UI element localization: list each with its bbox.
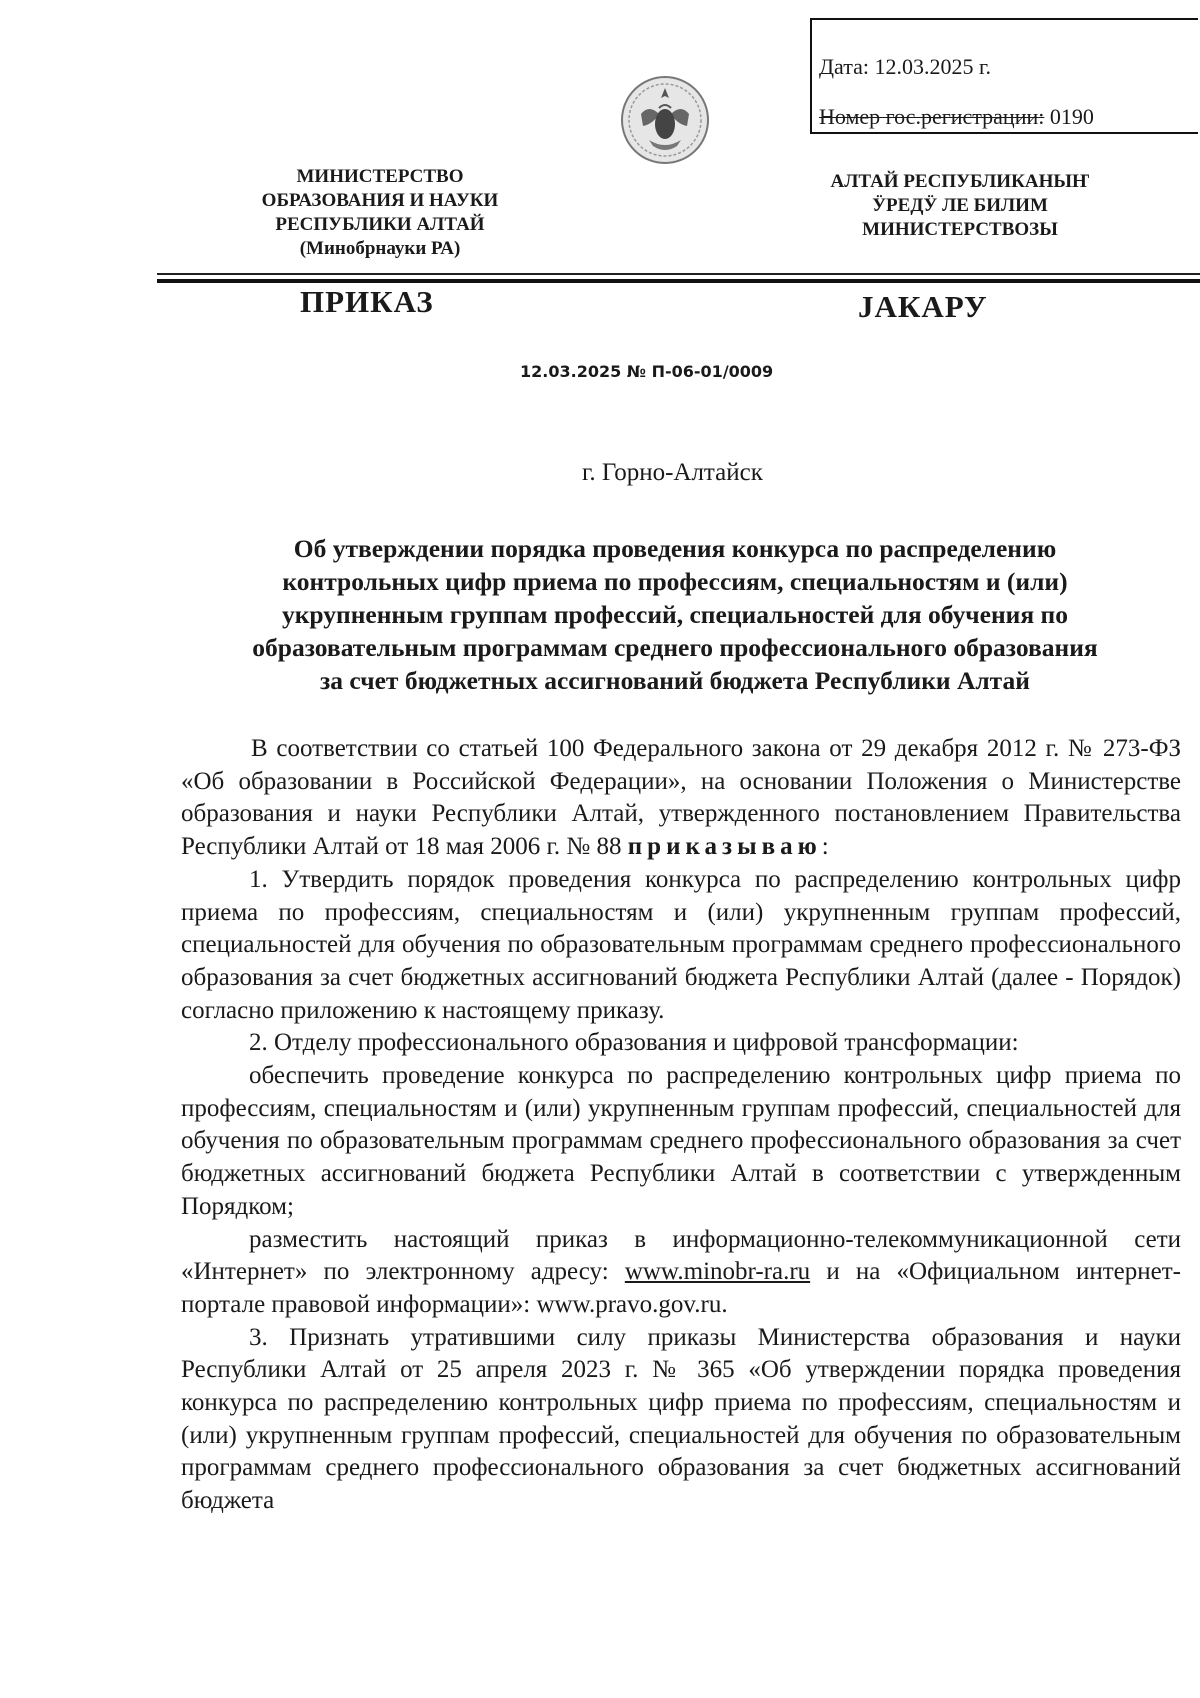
ministry-name-line: РЕСПУБЛИКИ АЛТАЙ [275, 214, 485, 235]
ministry-website-link[interactable]: www.minobr-ra.ru [624, 1258, 811, 1286]
header-divider-thin [157, 273, 1200, 275]
item-3-paragraph: 3. Признать утратившими силу приказы Министерства образования и науки Республики Алтай от 25 апреля 2023 г. № 365 «Об утверждении порядка проведения конкурса по распределению контрольных цифр приема по профессиям, специальностям и (или) укрупненным группам профессий, специальностей для обучения по образовательным программам среднего профессионального образования за счет бюджетных ассигнований бюджета [181, 1323, 1181, 1515]
ministry-name-line: МИНИСТЕРСТВО [296, 166, 464, 187]
coat-of-arms-icon [619, 74, 711, 166]
header-divider-thick [157, 279, 1200, 283]
document-title [150, 532, 1200, 697]
ministry-name-line: МИНИСТЕРСТВОЗЫ [862, 219, 1058, 240]
registration-box [810, 18, 1198, 134]
title-line: укрупненным группам профессий, специальностей для обучения по [281, 600, 1068, 629]
ministry-name-altai [800, 170, 1120, 242]
ministry-name-line: ӰРЕДӰ ЛЕ БИЛИМ [872, 195, 1048, 216]
title-line: контрольных цифр приема по профессиям, специальностям и (или) [282, 567, 1068, 596]
preamble-paragraph [181, 733, 1181, 864]
registration-date-label: Дата: [819, 54, 869, 79]
order-number: 12.03.2025 № П-06-01/0009 [520, 362, 774, 381]
registration-date-value: 12.03.2025 г. [874, 54, 992, 79]
item-2-paragraph: 2. Отделу профессионального образования и цифровой трансформации: [249, 1029, 1019, 1057]
title-line: образовательным программам среднего профессионального образования [252, 633, 1098, 662]
ministry-name-ru [220, 165, 540, 261]
order-title-altai: JАКАРУ [858, 289, 988, 324]
ministry-name-line: ОБРАЗОВАНИЯ И НАУКИ [261, 190, 499, 211]
registration-number-value: 0190 [1049, 104, 1094, 129]
document-body [181, 733, 1181, 1518]
preamble-text: В соответствии со статьей 100 Федерального закона от 29 декабря 2012 г. № 273-ФЗ «Об образовании в Российской Федерации», на основании Положения о Министерстве образования и науки Республики Алтай, утвержденного постановлением Правительства Республики Алтай от 18 мая 2006 г. № 88 [181, 735, 1181, 861]
city: г. Горно-Алтайск [582, 459, 763, 486]
title-line: Об утверждении порядка проведения конкурса по распределению [293, 534, 1057, 563]
registration-number [819, 92, 1198, 142]
ministry-abbreviation: (Минобрнауки РА) [299, 238, 461, 259]
item-2b-text-end: и на «Официальном интернет-портале правовой информации»: www.pravo.gov.ru. [181, 1258, 1181, 1318]
order-word: приказываю [627, 833, 822, 861]
item-2a-paragraph: обеспечить проведение конкурса по распределению контрольных цифр приема по профессиям, специальностям и (или) укрупненным группам профессий, специальностей для обучения по образовательным программам среднего профессионального образования за счет бюджетных ассигнований бюджета Республики Алтай в соответствии с утвержденным Порядком; [181, 1062, 1181, 1220]
item-1-paragraph: 1. Утвердить порядок проведения конкурса по распределению контрольных цифр приема по профессиям, специальностям и (или) укрупненным группам профессий, специальностей для обучения по образовательным программам среднего профессионального образования за счет бюджетных ассигнований бюджета Республики Алтай (далее - Порядок) согласно приложению к настоящему приказу. [181, 865, 1181, 1024]
order-title-ru: ПРИКАЗ [300, 284, 434, 319]
title-line: за счет бюджетных ассигнований бюджета Республики Алтай [320, 666, 1030, 695]
item-2b-text: разместить настоящий приказ в информационно-телекоммуникационной сети «Интернет» по электронному адресу: [181, 1225, 1181, 1286]
order-colon: : [821, 833, 829, 861]
registration-number-label: Номер гос.регистрации: [819, 104, 1045, 129]
ministry-name-line: АЛТАЙ РЕСПУБЛИКАНЫҤ [830, 171, 1090, 192]
registration-date [819, 42, 1198, 92]
item-2b-paragraph [181, 1224, 1181, 1322]
